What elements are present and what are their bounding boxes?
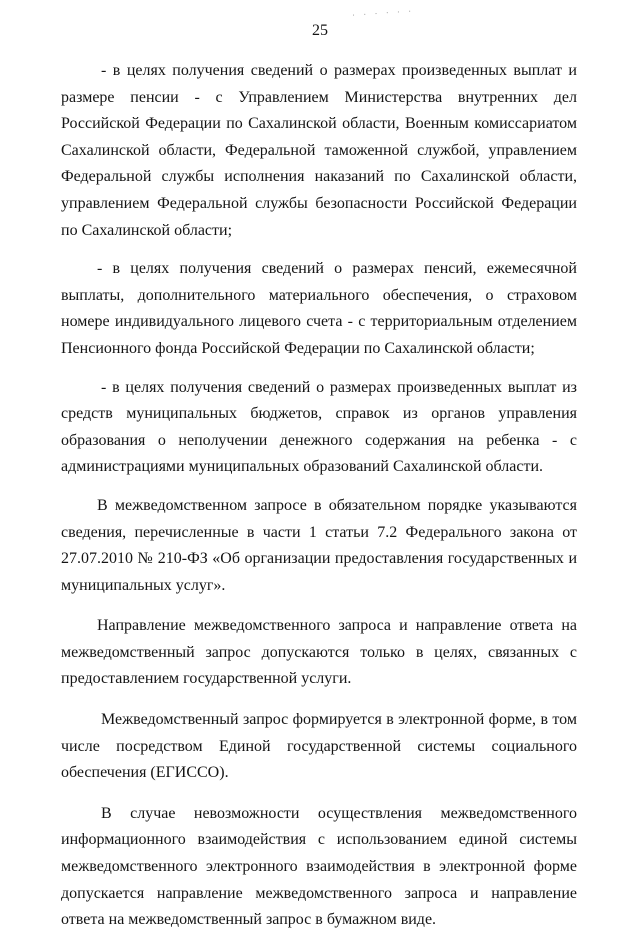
paragraph-7: В случае невозможности осуществления межведомственного информационного взаимодействия с использованием единой системы межведомственного электронного взаимодействия в электронной форме допускается направление межведомственного запроса и направление ответа на межведомственный запрос в бумажном виде.: [61, 804, 577, 929]
paragraph-1: - в целях получения сведений о размерах произведенных выплат и размере пенсии - с Управлением Министерства внутренних дел Российской Федерации по Сахалинской области, Военным комиссариатом Сахалинской области, Федеральной таможенной службой, управлением Федеральной службы исполнения наказаний по Сахалинской области, управлением Федеральной службы безопасности Российской Федерации по Сахалинской области;: [61, 62, 577, 239]
page-number: 25: [312, 22, 328, 39]
paragraph-3: - в целях получения сведений о размерах произведенных выплат из средств муниципальных бюджетов, справок из органов управления образования о неполучении денежного содержания на ребенка - с администрациями муниципальных образований Сахалинской области.: [61, 378, 577, 476]
paragraph-6: Межведомственный запрос формируется в электронной форме, в том числе посредством Единой государственной системы социального обеспечения (ЕГИССО).: [61, 711, 577, 782]
paragraph-4: В межведомственном запросе в обязательном порядке указываются сведения, перечисленные в части 1 статьи 7.2 Федерального закона от 27.07.2010 № 210-ФЗ «Об организации предоставления государственных и муниципальных услуг».: [61, 496, 577, 594]
paragraph-5: Направление межведомственного запроса и направление ответа на межведомственный запрос допускаются только в целях, связанных с предоставлением государственной услуги.: [61, 617, 577, 688]
document-body: [61, 58, 577, 934]
scan-mark: · · · · · ·: [351, 5, 415, 21]
paragraph-2: - в целях получения сведений о размерах пенсий, ежемесячной выплаты, дополнительного материального обеспечения, о страховом номере индивидуального лицевого счета - с территориальным отделением Пенсионного фонда Российской Федерации по Сахалинской области;: [61, 260, 577, 357]
